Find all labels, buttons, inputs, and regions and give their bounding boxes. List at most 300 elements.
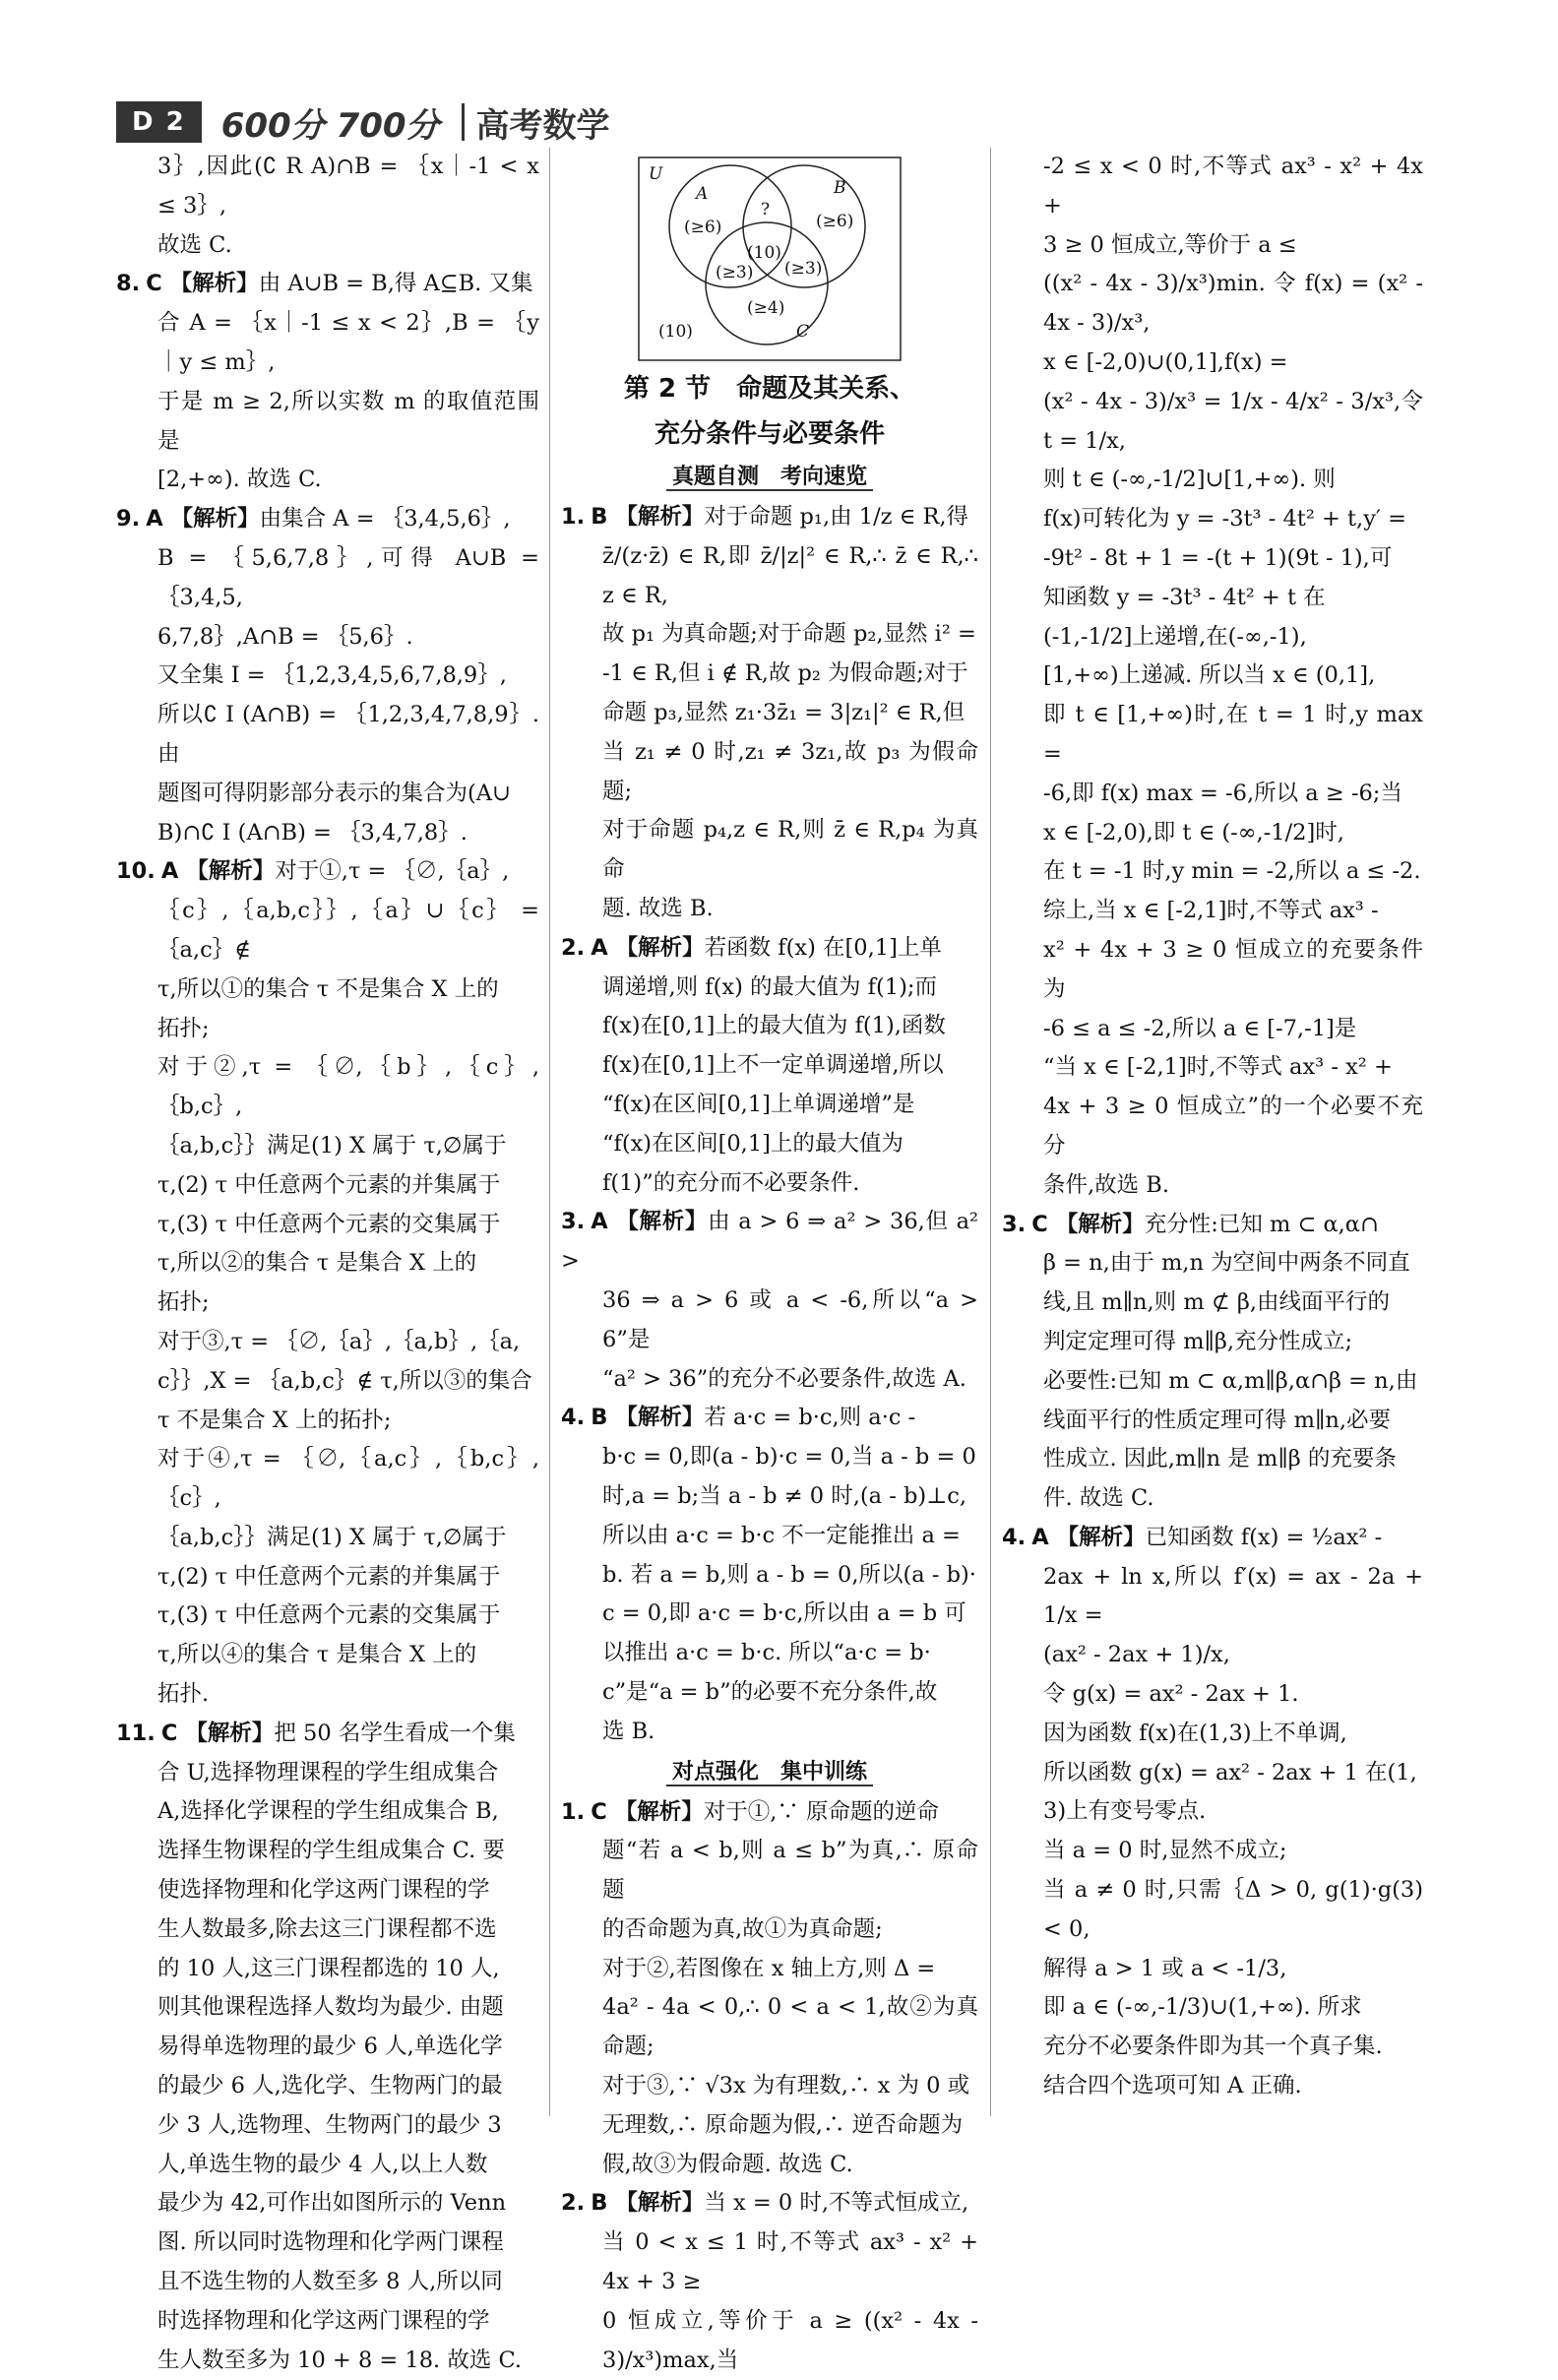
line-text: [1,+∞)上递减. 所以当 x ∈ (0,1], bbox=[1043, 662, 1375, 688]
line-text: 因为函数 f(x)在(1,3)上不单调, bbox=[1043, 1721, 1347, 1746]
line-text: 6,7,8｝,A∩B = ｛5,6｝. bbox=[157, 624, 413, 650]
text-line bbox=[116, 892, 539, 971]
line-text: z̄/(z·z̄) ∈ R,即 z̄/|z|² ∈ R,∴ z̄ ∈ R,∴ z ∈ R, bbox=[602, 543, 978, 608]
section-title-line-2: 充分条件与必要条件 bbox=[561, 411, 978, 457]
text-line bbox=[561, 2067, 978, 2106]
line-text: 命题 p₃,显然 z₁·3z̄₁ = 3|z₁|² ∈ R,但 bbox=[602, 700, 965, 725]
venn-a-only: (≥6) bbox=[684, 218, 721, 237]
line-text: 故 p₁ 为真命题;对于命题 p₂,显然 i² = bbox=[602, 621, 976, 647]
answer-letter: A bbox=[161, 858, 178, 884]
text-line bbox=[116, 1519, 539, 1558]
answer-letter: A bbox=[591, 935, 607, 961]
line-text: b. 若 a = b,则 a - b = 0,所以(a - b)· bbox=[602, 1562, 976, 1588]
text-line bbox=[1002, 461, 1423, 500]
text-line bbox=[1002, 1440, 1423, 1479]
line-text: 对于命题 p₁,由 1/z ∈ R,得 bbox=[704, 504, 968, 530]
text-line bbox=[561, 1634, 978, 1673]
text-line bbox=[116, 618, 539, 658]
line-text: 生人数最多,除去这三门课程都不选 bbox=[157, 1916, 497, 1942]
line-text: τ,所以①的集合 τ 不是集合 X 上的 bbox=[157, 976, 499, 1002]
line-text: 的 10 人,这三门课程都选的 10 人, bbox=[157, 1956, 500, 1981]
header-divider bbox=[462, 103, 465, 141]
line-text: 必要性:已知 m ⊂ α,m∥β,α∩β = n,由 bbox=[1043, 1368, 1417, 1394]
text-line bbox=[116, 226, 539, 266]
line-text: 由 a > 6 ⇒ a² > 36,但 a² > bbox=[561, 1209, 978, 1274]
text-line bbox=[116, 2302, 539, 2342]
line-text: 对于命题 p₄,z ∈ R,则 z̄ ∈ R,p₄ 为真命 bbox=[602, 817, 978, 882]
text-line bbox=[1002, 2028, 1423, 2067]
column-2-part-a bbox=[561, 498, 978, 1752]
text-line bbox=[561, 2146, 978, 2185]
question-number: 4. bbox=[561, 1405, 585, 1430]
line-text: (-1,-1/2]上递增,在(-∞,-1), bbox=[1043, 624, 1307, 650]
text-line bbox=[561, 1360, 978, 1400]
subsection-title-1-text: 真题自测 考向速览 bbox=[666, 465, 873, 491]
line-text: 线面平行的性质定理可得 m∥n,必要 bbox=[1043, 1408, 1391, 1433]
text-line bbox=[561, 1910, 978, 1950]
line-text: 当 a = 0 时,显然不成立; bbox=[1043, 1838, 1286, 1863]
answer-item-start bbox=[561, 1399, 978, 1438]
venn-outside: (10) bbox=[658, 322, 693, 342]
column-2-part-b bbox=[561, 1793, 978, 2380]
text-line bbox=[116, 1244, 539, 1284]
line-text: 对于②,若图像在 x 轴上方,则 Δ = bbox=[602, 1956, 935, 1981]
line-text: 无理数,∴ 原命题为假,∴ 逆否命题为 bbox=[602, 2112, 963, 2138]
venn-ac: (≥3) bbox=[716, 263, 753, 282]
line-text: 3 ≥ 0 恒成立,等价于 a ≤ bbox=[1043, 232, 1297, 258]
line-text: 时,a = b;当 a - b ≠ 0 时,(a - b)⊥c, bbox=[602, 1483, 966, 1509]
text-line bbox=[561, 2106, 978, 2146]
analysis-label: 【解析】 bbox=[186, 858, 275, 884]
text-line bbox=[1002, 1166, 1423, 1206]
line-text: 选择生物课程的学生组成集合 C. 要 bbox=[157, 1838, 505, 1863]
answer-letter: C bbox=[591, 1799, 607, 1825]
line-text: 又全集 I = ｛1,2,3,4,5,6,7,8,9｝, bbox=[157, 662, 507, 688]
text-line bbox=[561, 1086, 978, 1125]
analysis-label: 【解析】 bbox=[615, 504, 704, 530]
line-text: “当 x ∈ [-2,1]时,不等式 ax³ - x² + bbox=[1043, 1054, 1393, 1080]
text-line bbox=[1002, 265, 1423, 344]
analysis-label: 【解析】 bbox=[1056, 1212, 1145, 1237]
text-line bbox=[116, 1950, 539, 1989]
text-line bbox=[561, 733, 978, 812]
text-line bbox=[116, 1010, 539, 1049]
text-line bbox=[561, 1477, 978, 1517]
text-line bbox=[1002, 1010, 1423, 1049]
analysis-label: 【解析】 bbox=[171, 506, 260, 532]
venn-c-only: (≥4) bbox=[747, 298, 784, 318]
analysis-label: 【解析】 bbox=[615, 2190, 704, 2216]
line-text: 题图可得阴影部分表示的集合为(A∪ bbox=[157, 781, 511, 806]
line-text: 3)上有变号零点. bbox=[1043, 1798, 1206, 1824]
text-line bbox=[116, 1362, 539, 1402]
line-text: 充分性:已知 m ⊂ α,α∩ bbox=[1145, 1212, 1379, 1237]
line-text: B = ｛5,6,7,8｝,可得 A∪B = ｛3,4,5, bbox=[157, 545, 539, 610]
text-line bbox=[116, 148, 539, 226]
line-text: 即 t ∈ [1,+∞)时,在 t = 1 时,y max = bbox=[1043, 702, 1423, 767]
text-line bbox=[1002, 1988, 1423, 2028]
venn-b-only: (≥6) bbox=[816, 212, 853, 231]
text-line bbox=[561, 890, 978, 929]
text-line bbox=[116, 1832, 539, 1871]
analysis-label: 【解析】 bbox=[615, 1799, 704, 1825]
line-text: 4a² - 4a < 0,∴ 0 < a < 1,故②为真命题; bbox=[602, 1994, 978, 2059]
line-text: 时选择物理和化学这两门课程的学 bbox=[157, 2308, 490, 2334]
line-text: τ,(2) τ 中任意两个元素的并集属于 bbox=[157, 1564, 500, 1590]
text-line bbox=[1002, 1088, 1423, 1166]
line-text: 判定定理可得 m∥β,充分性成立; bbox=[1043, 1329, 1352, 1354]
answer-item-start bbox=[1002, 1519, 1423, 1558]
line-text: 所以由 a·c = b·c 不一定能推出 a = bbox=[602, 1523, 961, 1548]
line-text: -6,即 f(x) max = -6,所以 a ≥ -6;当 bbox=[1043, 781, 1402, 806]
line-text: 即 a ∈ (-∞,-1/3)∪(1,+∞). 所求 bbox=[1043, 1994, 1362, 2020]
text-line bbox=[1002, 775, 1423, 814]
text-line bbox=[116, 1284, 539, 1323]
analysis-label: 【解析】 bbox=[185, 1721, 274, 1746]
line-text: 对于①,∵ 原命题的逆命 bbox=[704, 1799, 939, 1825]
answer-item-start bbox=[116, 1715, 539, 1754]
line-text: 综上,当 x ∈ [-2,1]时,不等式 ax³ - bbox=[1043, 898, 1379, 923]
text-line bbox=[1002, 618, 1423, 658]
text-line bbox=[561, 1282, 978, 1360]
text-line bbox=[116, 304, 539, 383]
answer-item-start bbox=[561, 1793, 978, 1833]
question-number: 2. bbox=[561, 2190, 585, 2216]
line-text: b·c = 0,即(a - b)·c = 0,当 a - b = 0 bbox=[602, 1444, 976, 1470]
text-line bbox=[1002, 1871, 1423, 1950]
question-number: 4. bbox=[1002, 1525, 1026, 1550]
text-line bbox=[1002, 852, 1423, 892]
text-line bbox=[1002, 1323, 1423, 1362]
venn-circle-c bbox=[706, 222, 828, 344]
text-line bbox=[561, 1595, 978, 1634]
line-text: 对于②,τ = ｛∅,｛b｝,｛c｝,｛b,c｝, bbox=[157, 1054, 539, 1119]
line-text: x ∈ [-2,0)∪(0,1],f(x) = bbox=[1043, 349, 1288, 375]
line-text: (ax² - 2ax + 1)/x, bbox=[1043, 1642, 1230, 1667]
line-text: τ,所以②的集合 τ 是集合 X 上的 bbox=[157, 1250, 476, 1276]
analysis-label: 【解析】 bbox=[615, 1405, 704, 1430]
text-line bbox=[561, 1713, 978, 1752]
text-line bbox=[116, 1127, 539, 1166]
text-line bbox=[1002, 1284, 1423, 1323]
book-title: 高考数学 bbox=[476, 98, 610, 147]
line-text: 拓扑. bbox=[157, 1681, 209, 1707]
analysis-label: 【解析】 bbox=[170, 271, 259, 296]
text-line bbox=[1002, 1950, 1423, 1989]
text-line bbox=[116, 1166, 539, 1206]
line-text: 拓扑; bbox=[157, 1016, 210, 1041]
text-line bbox=[561, 2223, 978, 2302]
text-line bbox=[1002, 1715, 1423, 1754]
venn-label-c: C bbox=[796, 322, 809, 342]
text-line bbox=[116, 539, 539, 618]
answer-item-start bbox=[561, 1203, 978, 1282]
question-number: 8. bbox=[116, 271, 140, 296]
text-line bbox=[116, 2263, 539, 2302]
line-text: f(1)”的充分而不必要条件. bbox=[602, 1170, 859, 1196]
column-divider-1 bbox=[549, 148, 550, 2116]
line-text: x ∈ [-2,0),即 t ∈ (-∞,-1/2]时, bbox=[1043, 820, 1344, 846]
line-text: τ,所以④的集合 τ 是集合 X 上的 bbox=[157, 1642, 476, 1667]
line-text: 使选择物理和化学这两门课程的学 bbox=[157, 1877, 490, 1903]
text-line bbox=[116, 657, 539, 696]
line-text: -2 ≤ x < 0 时,不等式 ax³ - x² + 4x + bbox=[1043, 154, 1423, 219]
venn-ab: ? bbox=[761, 200, 770, 219]
text-line bbox=[116, 2223, 539, 2263]
page-number-tag: D 2 bbox=[116, 101, 202, 143]
line-text: 性成立. 因此,m∥n 是 m∥β 的充要条 bbox=[1043, 1446, 1397, 1472]
answer-item-start bbox=[116, 265, 539, 304]
line-text: 的最少 6 人,选化学、生物两门的最 bbox=[157, 2073, 503, 2098]
line-text: 当 z₁ ≠ 0 时,z₁ ≠ 3z₁,故 p₃ 为假命题; bbox=[602, 739, 978, 804]
text-line bbox=[1002, 1754, 1423, 1793]
subsection-title-2 bbox=[561, 1752, 978, 1793]
text-line bbox=[116, 2028, 539, 2067]
line-text: 则 t ∈ (-∞,-1/2]∪[1,+∞). 则 bbox=[1043, 467, 1336, 492]
line-text: ((x² - 4x - 3)/x³)min. 令 f(x) = (x² - 4x - 3)/x³, bbox=[1043, 271, 1423, 336]
line-text: (x² - 4x - 3)/x³ = 1/x - 4/x² - 3/x³,令 t = 1/x, bbox=[1043, 389, 1423, 454]
text-line bbox=[1002, 1832, 1423, 1871]
question-number: 1. bbox=[561, 504, 585, 530]
line-text: τ,(3) τ 中任意两个元素的交集属于 bbox=[157, 1212, 500, 1237]
question-number: 3. bbox=[1002, 1212, 1026, 1237]
text-line bbox=[116, 814, 539, 853]
line-text: A,选择化学课程的学生组成集合 B, bbox=[157, 1798, 499, 1824]
line-text: 当 x = 0 时,不等式恒成立, bbox=[704, 2190, 968, 2216]
answer-letter: A bbox=[1031, 1525, 1048, 1550]
line-text: 最少为 42,可作出如图所示的 Venn bbox=[157, 2190, 506, 2216]
column-divider-2 bbox=[990, 148, 991, 2116]
text-line bbox=[116, 1910, 539, 1950]
line-text: “f(x)在区间[0,1]上的最大值为 bbox=[602, 1131, 904, 1157]
line-text: “a² > 36”的充分不必要条件,故选 A. bbox=[602, 1366, 966, 1392]
text-line bbox=[116, 2106, 539, 2146]
text-line bbox=[1002, 579, 1423, 618]
text-line bbox=[1002, 383, 1423, 462]
question-number: 11. bbox=[116, 1721, 156, 1746]
text-line bbox=[116, 383, 539, 462]
line-text: c”是“a = b”的必要不充分条件,故 bbox=[602, 1679, 937, 1705]
text-line bbox=[1002, 1362, 1423, 1402]
line-text: 在 t = -1 时,y min = -2,所以 a ≤ -2. bbox=[1043, 858, 1420, 884]
line-text: 由集合 A = ｛3,4,5,6｝, bbox=[260, 506, 511, 532]
line-text: ｛c｝,｛a,b,c｝｝,｛a｝∪｛c｝ = ｛a,c｝∉ bbox=[157, 898, 539, 963]
line-text: 生人数至多为 10 + 8 = 18. 故选 C. bbox=[157, 2348, 522, 2373]
text-line bbox=[561, 2302, 978, 2380]
answer-item-start bbox=[561, 498, 978, 537]
text-line bbox=[561, 1950, 978, 1989]
question-number: 9. bbox=[116, 506, 140, 532]
text-line bbox=[1002, 1558, 1423, 1637]
answer-letter: A bbox=[591, 1209, 607, 1234]
line-text: c = 0,即 a·c = b·c,所以由 a = b 可 bbox=[602, 1600, 966, 1626]
line-text: [2,+∞). 故选 C. bbox=[157, 467, 322, 492]
line-text: 则其他课程选择人数均为最少. 由题 bbox=[157, 1994, 504, 2020]
answer-item-start bbox=[116, 500, 539, 539]
text-line bbox=[1002, 892, 1423, 931]
line-text: 线,且 m∥n,则 m ⊄ β,由线面平行的 bbox=[1043, 1289, 1390, 1315]
answer-letter: C bbox=[161, 1721, 178, 1746]
line-text: 调递增,则 f(x) 的最大值为 f(1);而 bbox=[602, 974, 937, 1000]
text-line bbox=[1002, 1675, 1423, 1715]
line-text: τ,(2) τ 中任意两个元素的并集属于 bbox=[157, 1172, 500, 1198]
line-text: B)∩∁ I (A∩B) = ｛3,4,7,8｝. bbox=[157, 820, 467, 846]
text-line bbox=[1002, 1402, 1423, 1441]
line-text: 3｝,因此(∁ R A)∩B = ｛x｜-1 < x ≤ 3｝, bbox=[157, 154, 539, 219]
line-text: ｛a,b,c｝｝满足(1) X 属于 τ,∅属于 bbox=[157, 1133, 507, 1159]
text-line bbox=[561, 1673, 978, 1713]
text-line bbox=[116, 1558, 539, 1597]
text-line bbox=[116, 1440, 539, 1519]
text-line bbox=[1002, 2067, 1423, 2106]
text-line bbox=[116, 1636, 539, 1675]
answer-item-start bbox=[116, 852, 539, 892]
text-line bbox=[561, 1438, 978, 1477]
line-text: 对于①,τ = ｛∅,｛a｝, bbox=[275, 858, 509, 884]
text-line bbox=[116, 1402, 539, 1441]
text-line bbox=[1002, 1048, 1423, 1088]
column-3 bbox=[1002, 148, 1423, 2106]
text-line bbox=[561, 537, 978, 616]
line-text: 假,故③为假命题. 故选 C. bbox=[602, 2152, 853, 2177]
text-line bbox=[1002, 148, 1423, 226]
text-line bbox=[1002, 500, 1423, 539]
line-text: 知函数 y = -3t³ - 4t² + t 在 bbox=[1043, 585, 1326, 610]
text-line bbox=[561, 1556, 978, 1596]
line-text: 4x + 3 ≥ 0 恒成立”的一个必要不充分 bbox=[1043, 1094, 1423, 1159]
line-text: 对于③,∵ √3x 为有理数,∴ x 为 0 或 bbox=[602, 2073, 969, 2098]
column-1 bbox=[116, 148, 539, 2380]
question-number: 1. bbox=[561, 1799, 585, 1825]
text-line bbox=[116, 1323, 539, 1362]
question-number: 2. bbox=[561, 935, 585, 961]
line-text: 对于③,τ = ｛∅,｛a｝,｛a,b｝,｛a, bbox=[157, 1329, 520, 1354]
text-line bbox=[561, 1125, 978, 1164]
series-logo: 600分 700分 bbox=[221, 98, 440, 147]
line-text: τ,(3) τ 中任意两个元素的交集属于 bbox=[157, 1602, 500, 1628]
text-line bbox=[1002, 226, 1423, 266]
question-number: 10. bbox=[116, 858, 156, 884]
text-line bbox=[116, 2146, 539, 2185]
answer-item-start bbox=[561, 929, 978, 969]
line-text: 结合四个选项可知 A 正确. bbox=[1043, 2073, 1302, 2098]
line-text: 当 a ≠ 0 时,只需｛Δ > 0, g(1)·g(3) < 0, bbox=[1043, 1877, 1423, 1942]
text-line bbox=[1002, 539, 1423, 579]
text-line bbox=[1002, 1479, 1423, 1519]
line-text: 易得单选物理的最少 6 人,单选化学 bbox=[157, 2034, 503, 2059]
line-text: -6 ≤ a ≤ -2,所以 a ∈ [-7,-1]是 bbox=[1043, 1016, 1356, 1041]
text-line bbox=[561, 1164, 978, 1204]
text-line bbox=[561, 969, 978, 1008]
line-text: x² + 4x + 3 ≥ 0 恒成立的充要条件为 bbox=[1043, 937, 1423, 1002]
answer-letter: C bbox=[1031, 1212, 1048, 1237]
text-line bbox=[1002, 1244, 1423, 1284]
line-text: “f(x)在区间[0,1]上单调递增”是 bbox=[602, 1092, 914, 1117]
text-line bbox=[561, 1832, 978, 1910]
text-line bbox=[1002, 696, 1423, 775]
line-text: 若函数 f(x) 在[0,1]上单 bbox=[705, 935, 942, 961]
line-text: 充分不必要条件即为其一个真子集. bbox=[1043, 2034, 1383, 2059]
subsection-title-2-text: 对点强化 集中训练 bbox=[666, 1760, 873, 1786]
text-line bbox=[116, 775, 539, 814]
text-line bbox=[116, 1754, 539, 1793]
line-text: 若 a·c = b·c,则 a·c - bbox=[704, 1405, 915, 1430]
line-text: 的否命题为真,故①为真命题; bbox=[602, 1916, 883, 1942]
venn-diagram bbox=[637, 156, 903, 362]
line-text: 2ax + ln x,所以 f′(x) = ax - 2a + 1/x = bbox=[1043, 1564, 1423, 1629]
line-text: 图. 所以同时选物理和化学两门课程 bbox=[157, 2229, 504, 2255]
line-text: 人,单选生物的最少 4 人,以上人数 bbox=[157, 2152, 487, 2177]
venn-abc: (10) bbox=[747, 243, 781, 263]
text-line bbox=[1002, 814, 1423, 853]
line-text: f(x)在[0,1]上不一定单调递增,所以 bbox=[602, 1052, 944, 1078]
line-text: 已知函数 f(x) = ½ax² - bbox=[1146, 1525, 1383, 1550]
text-line bbox=[561, 615, 978, 655]
line-text: 于是 m ≥ 2,所以实数 m 的取值范围是 bbox=[157, 389, 539, 454]
line-text: 36 ⇒ a > 6 或 a < -6,所以“a > 6”是 bbox=[602, 1287, 978, 1352]
text-line bbox=[116, 1206, 539, 1245]
question-number: 3. bbox=[561, 1209, 585, 1234]
answer-item-start bbox=[1002, 1206, 1423, 1245]
text-line bbox=[561, 655, 978, 694]
line-text: β = n,由于 m,n 为空间中两条不同直 bbox=[1043, 1250, 1410, 1276]
text-line bbox=[561, 1517, 978, 1556]
line-text: 故选 C. bbox=[157, 232, 232, 258]
analysis-label: 【解析】 bbox=[616, 935, 705, 961]
line-text: 0 恒成立,等价于 a ≥ ((x² - 4x - 3)/x³)max,当 bbox=[602, 2308, 978, 2373]
line-text: 所以∁ I (A∩B) = ｛1,2,3,4,7,8,9｝. 由 bbox=[157, 702, 539, 767]
line-text: 且不选生物的人数至多 8 人,所以同 bbox=[157, 2269, 503, 2294]
line-text: -9t² - 8t + 1 = -(t + 1)(9t - 1),可 bbox=[1043, 545, 1392, 571]
analysis-label: 【解析】 bbox=[1057, 1525, 1146, 1550]
text-line bbox=[116, 461, 539, 500]
line-text: 对于④,τ = ｛∅,｛a,c｝,｛b,c｝,｛c｝, bbox=[157, 1446, 539, 1511]
text-line bbox=[116, 2067, 539, 2106]
line-text: 所以函数 g(x) = ax² - 2ax + 1 在(1, bbox=[1043, 1760, 1417, 1785]
text-line bbox=[561, 694, 978, 733]
text-line bbox=[116, 1792, 539, 1832]
line-text: 题. 故选 B. bbox=[602, 896, 714, 921]
line-text: 条件,故选 B. bbox=[1043, 1172, 1169, 1198]
text-line bbox=[116, 2184, 539, 2223]
venn-label-u: U bbox=[649, 164, 663, 184]
line-text: 当 0 < x ≤ 1 时,不等式 ax³ - x² + 4x + 3 ≥ bbox=[602, 2229, 978, 2294]
line-text: 令 g(x) = ax² - 2ax + 1. bbox=[1043, 1681, 1299, 1707]
line-text: 解得 a > 1 或 a < -1/3, bbox=[1043, 1956, 1286, 1981]
answer-letter: C bbox=[146, 271, 162, 296]
text-line bbox=[116, 971, 539, 1010]
line-text: 把 50 名学生看成一个集 bbox=[274, 1721, 515, 1746]
text-line bbox=[116, 1871, 539, 1910]
venn-label-a: A bbox=[694, 184, 708, 204]
line-text: f(x)在[0,1]上的最大值为 f(1),函数 bbox=[602, 1013, 946, 1038]
answer-letter: A bbox=[146, 506, 162, 532]
text-line bbox=[561, 1046, 978, 1086]
line-text: ｛a,b,c｝｝满足(1) X 属于 τ,∅属于 bbox=[157, 1525, 507, 1550]
analysis-label: 【解析】 bbox=[616, 1209, 709, 1234]
section-title-line-1: 第 2 节 命题及其关系、 bbox=[561, 366, 978, 411]
line-text: 合 A = ｛x｜-1 ≤ x < 2｝,B = ｛y｜y ≤ m｝, bbox=[157, 310, 539, 375]
line-text: 选 B. bbox=[602, 1719, 654, 1744]
text-line bbox=[116, 1675, 539, 1715]
line-text: 题“若 a < b,则 a ≤ b”为真,∴ 原命题 bbox=[602, 1838, 978, 1903]
line-text: 件. 故选 C. bbox=[1043, 1485, 1154, 1511]
text-line bbox=[1002, 344, 1423, 383]
text-line bbox=[561, 811, 978, 890]
line-text: 以推出 a·c = b·c. 所以“a·c = b· bbox=[602, 1640, 931, 1665]
answer-letter: B bbox=[591, 504, 607, 530]
column-2 bbox=[561, 148, 978, 2380]
